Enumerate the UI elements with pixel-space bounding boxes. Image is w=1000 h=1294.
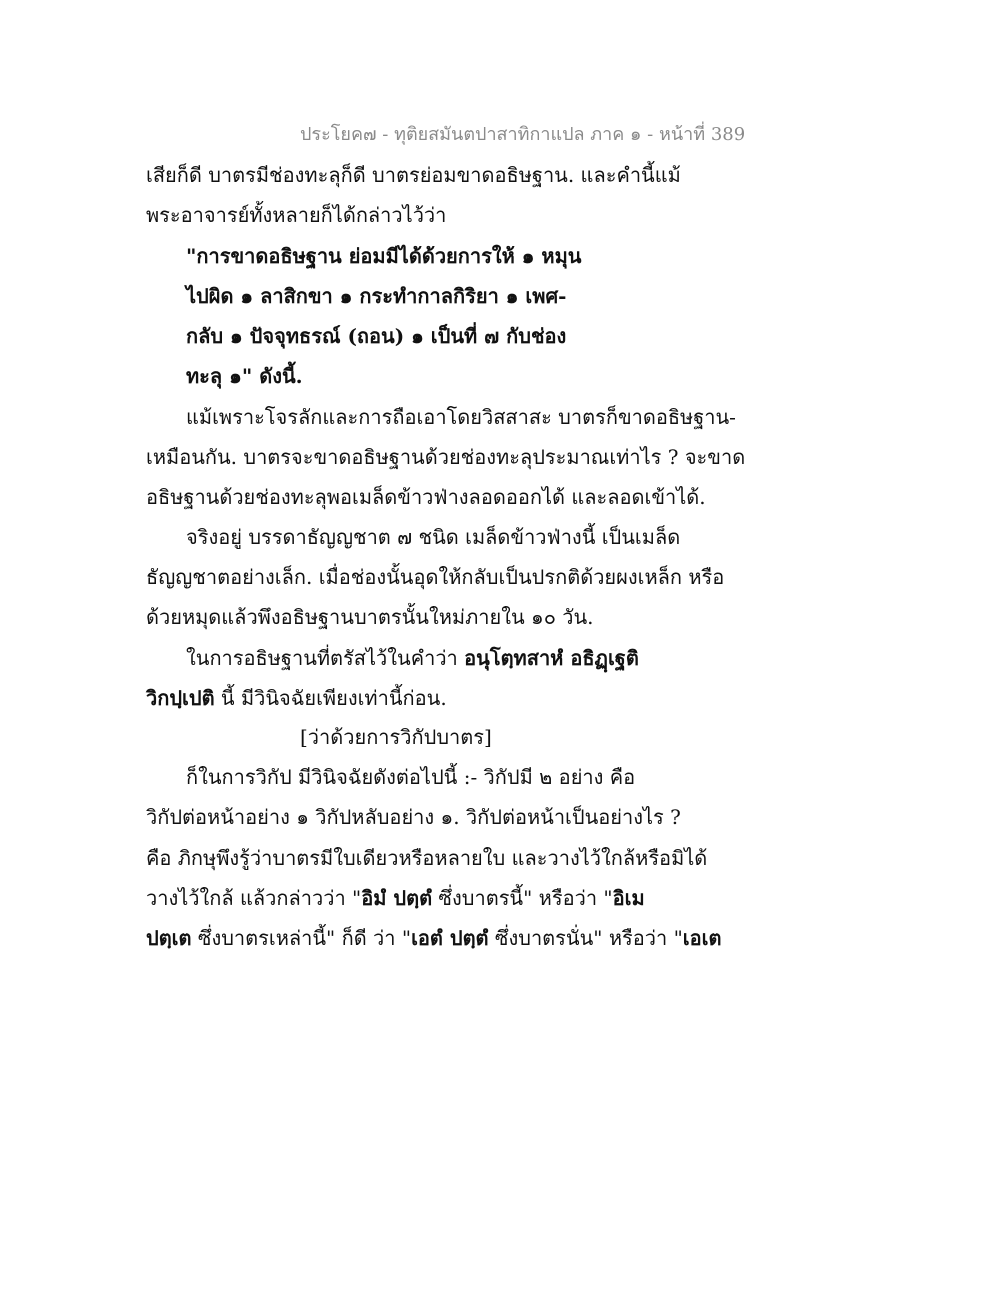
pali-term: ปตฺเต bbox=[146, 926, 192, 950]
verse-line: "การขาดอธิษฐาน ย่อมมีได้ด้วยการให้ ๑ หมุน bbox=[186, 244, 582, 268]
paragraph-line: อธิษฐานด้วยช่องทะลุพอเมล็ดข้าวฟ่างลอดออกได้ และลอดเข้าได้. bbox=[146, 485, 706, 509]
verse-line: ทะลุ ๑" ดังนี้. bbox=[186, 364, 303, 388]
paragraph-line bbox=[146, 683, 447, 713]
paragraph-line: ก็ในการวิกัป มีวินิจฉัยดังต่อไปนี้ :- วิกัปมี ๒ อย่าง คือ bbox=[186, 765, 636, 789]
paragraph-line: พระอาจารย์ทั้งหลายก็ได้กล่าวไว้ว่า bbox=[146, 203, 447, 227]
text-run: วางไว้ใกล้ แล้วกล่าวว่า " bbox=[146, 886, 362, 910]
text-run: ซึ่งบาตรนั่น" หรือว่า " bbox=[488, 926, 683, 950]
paragraph-line bbox=[146, 923, 721, 953]
text-run: ซึ่งบาตรนี้" หรือว่า " bbox=[432, 886, 613, 910]
text-run: นี้ มีวินิจฉัยเพียงเท่านี้ก่อน. bbox=[214, 686, 447, 710]
pali-term: อนุโตฺทสาหํ อธิฏฺเฐติ bbox=[464, 646, 639, 670]
paragraph-line: วิกัปต่อหน้าอย่าง ๑ วิกัปหลับอย่าง ๑. วิกัปต่อหน้าเป็นอย่างไร ? bbox=[146, 805, 681, 829]
section-title: [ว่าด้วยการวิกัปบาตร] bbox=[300, 725, 492, 749]
pali-term: เอตํ ปตฺตํ bbox=[411, 926, 489, 950]
verse-line: กลับ ๑ ปัจจุทธรณ์ (ถอน) ๑ เป็นที่ ๗ กับช่อง bbox=[186, 324, 567, 348]
paragraph-line: เหมือนกัน. บาตรจะขาดอธิษฐานด้วยช่องทะลุประมาณเท่าไร ? จะขาด bbox=[146, 445, 746, 469]
paragraph-line bbox=[146, 883, 645, 913]
pali-term: อิมํ ปตฺตํ bbox=[361, 886, 433, 910]
paragraph-line: จริงอยู่ บรรดาธัญญชาต ๗ ชนิด เมล็ดข้าวฟ่างนี้ เป็นเมล็ด bbox=[186, 525, 681, 549]
pali-term: วิกปฺเปติ bbox=[146, 686, 215, 710]
verse-line: ไปผิด ๑ ลาสิกขา ๑ กระทำกาลกิริยา ๑ เพศ- bbox=[186, 284, 567, 308]
text-run: ซึ่งบาตรเหล่านี้" ก็ดี ว่า " bbox=[191, 926, 412, 950]
paragraph-line bbox=[186, 643, 639, 673]
paragraph-line: คือ ภิกษุพึงรู้ว่าบาตรมีใบเดียวหรือหลายใบ และวางไว้ใกล้หรือมิได้ bbox=[146, 846, 708, 870]
pali-term: เอเต bbox=[682, 926, 722, 950]
paragraph-line: ธัญญชาตอย่างเล็ก. เมื่อช่องนั้นอุดให้กลับเป็นปรกติด้วยผงเหล็ก หรือ bbox=[146, 565, 725, 589]
pali-term: อิเม bbox=[612, 886, 645, 910]
paragraph-line: เสียก็ดี บาตรมีช่องทะลุก็ดี บาตรย่อมขาดอธิษฐาน. และคำนี้แม้ bbox=[146, 163, 681, 187]
paragraph-line: ด้วยหมุดแล้วพึงอธิษฐานบาตรนั้นใหม่ภายใน ๑๐ วัน. bbox=[146, 605, 594, 629]
running-header: ประโยค๗ - ทุติยสมันตปาสาทิกาแปล ภาค ๑ - หน้าที่ 389 bbox=[300, 124, 746, 145]
text-run: ในการอธิษฐานที่ตรัสไว้ในคำว่า bbox=[186, 646, 465, 670]
paragraph-line: แม้เพราะโจรลักและการถือเอาโดยวิสสาสะ บาตรก็ขาดอธิษฐาน- bbox=[186, 405, 736, 429]
